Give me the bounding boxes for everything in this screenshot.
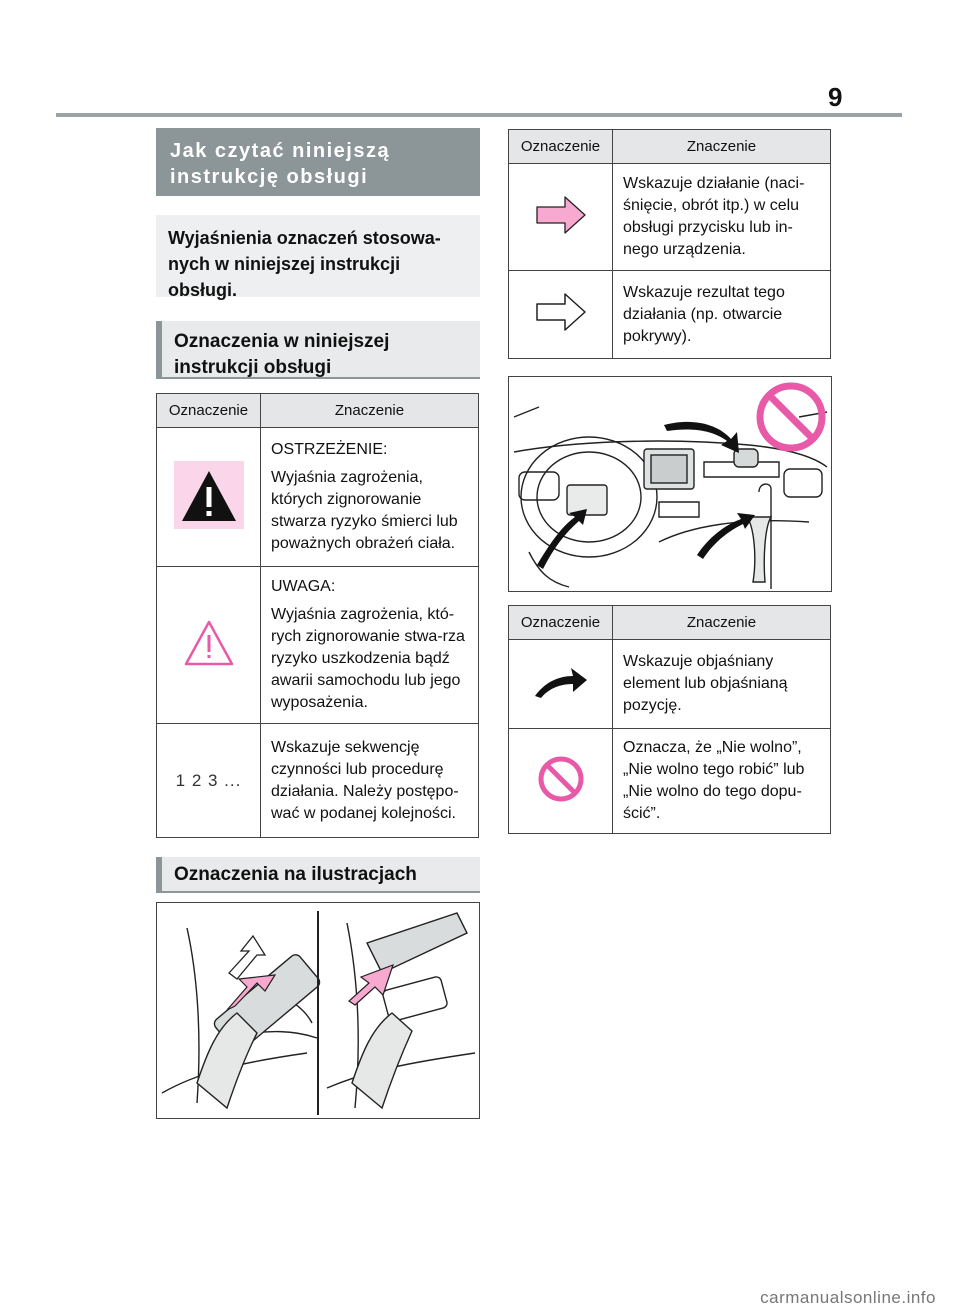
symbol-cell [509, 164, 613, 271]
meaning-cell [613, 164, 831, 271]
meaning-text: Wskazuje działanie (naci-śnięcie, obrót itp.) w celu obsługi przycisku lub in-nego urządzenia. [623, 175, 805, 258]
meaning-text: Oznacza, że „Nie wolno”, „Nie wolno tego robić” lub „Nie wolno do tego dopu-ścić”. [623, 739, 805, 822]
manual-symbols-heading: Oznaczenia w niniejszej instrukcji obsługi [156, 321, 480, 379]
caution-text: Wyjaśnia zagrożenia, któ-rych zignorowanie stwa-rza ryzyko uszkodzenia bądź awarii samochodu lub jego wyposażenia. [271, 606, 465, 711]
table-row [157, 428, 479, 567]
section-title: Jak czytać niniejszą instrukcję obsługi [156, 128, 480, 196]
symbol-cell [157, 428, 261, 567]
seatbelt-drawing [157, 903, 479, 1118]
sequence-icon: 1 2 3 ... [175, 770, 242, 790]
table-row [509, 164, 831, 271]
pink-arrow-icon [533, 193, 589, 237]
dashboard-drawing [509, 377, 831, 591]
warning-text: Wyjaśnia zagrożenia, których zignorowanie stwarza ryzyko śmierci lub poważnych obrażeń ciała. [271, 469, 458, 552]
seatbelt-illustration [156, 902, 480, 1119]
outline-arrow-icon [533, 290, 589, 334]
table-row [509, 729, 831, 834]
section-intro: Wyjaśnienia oznaczeń stosowa-nych w niniejszej instrukcji obsługi. [156, 215, 480, 297]
symbol-cell [509, 640, 613, 729]
page-number: 9 [828, 82, 843, 112]
prohibition-icon [536, 754, 586, 804]
dashboard-illustration [508, 376, 832, 592]
table-row [157, 567, 479, 724]
col-symbol-header: Oznaczenie [509, 606, 613, 640]
caution-label: UWAGA: [271, 578, 336, 595]
warning-label: OSTRZEŻENIE: [271, 441, 388, 458]
col-symbol-header: Oznaczenie [509, 130, 613, 164]
illustration-symbols-table-2 [508, 605, 831, 834]
meaning-cell [261, 724, 479, 838]
col-meaning-header: Znaczenie [613, 130, 831, 164]
outline-arrow-icon [229, 936, 265, 979]
symbol-cell [509, 729, 613, 834]
prohibition-icon [760, 386, 822, 448]
curved-arrow-icon [531, 662, 591, 702]
meaning-text: Wskazuje objaśniany element lub objaśnianą pozycję. [623, 653, 788, 714]
manual-symbols-table [156, 393, 479, 838]
sequence-text: Wskazuje sekwencję czynności lub procedurę działania. Należy postępo-wać w podanej kolejności. [271, 738, 459, 822]
warning-triangle-icon [174, 461, 244, 529]
symbol-cell [157, 567, 261, 724]
col-meaning-header: Znaczenie [613, 606, 831, 640]
meaning-cell [261, 567, 479, 724]
illustration-symbols-heading: Oznaczenia na ilustracjach [156, 857, 480, 893]
col-meaning-header: Znaczenie [261, 394, 479, 428]
caution-triangle-icon [182, 618, 236, 668]
table-row [157, 724, 479, 838]
meaning-cell [613, 729, 831, 834]
illustration-symbols-table-1 [508, 129, 831, 359]
col-symbol-header: Oznaczenie [157, 394, 261, 428]
top-rule [56, 113, 902, 117]
meaning-cell [613, 271, 831, 359]
table-row [509, 640, 831, 729]
symbol-cell [509, 271, 613, 359]
table-row [509, 271, 831, 359]
footer-watermark: carmanualsonline.info [760, 1288, 936, 1307]
meaning-cell [613, 640, 831, 729]
meaning-cell [261, 428, 479, 567]
symbol-cell [157, 724, 261, 838]
meaning-text: Wskazuje rezultat tego działania (np. otwarcie pokrywy). [623, 283, 785, 345]
